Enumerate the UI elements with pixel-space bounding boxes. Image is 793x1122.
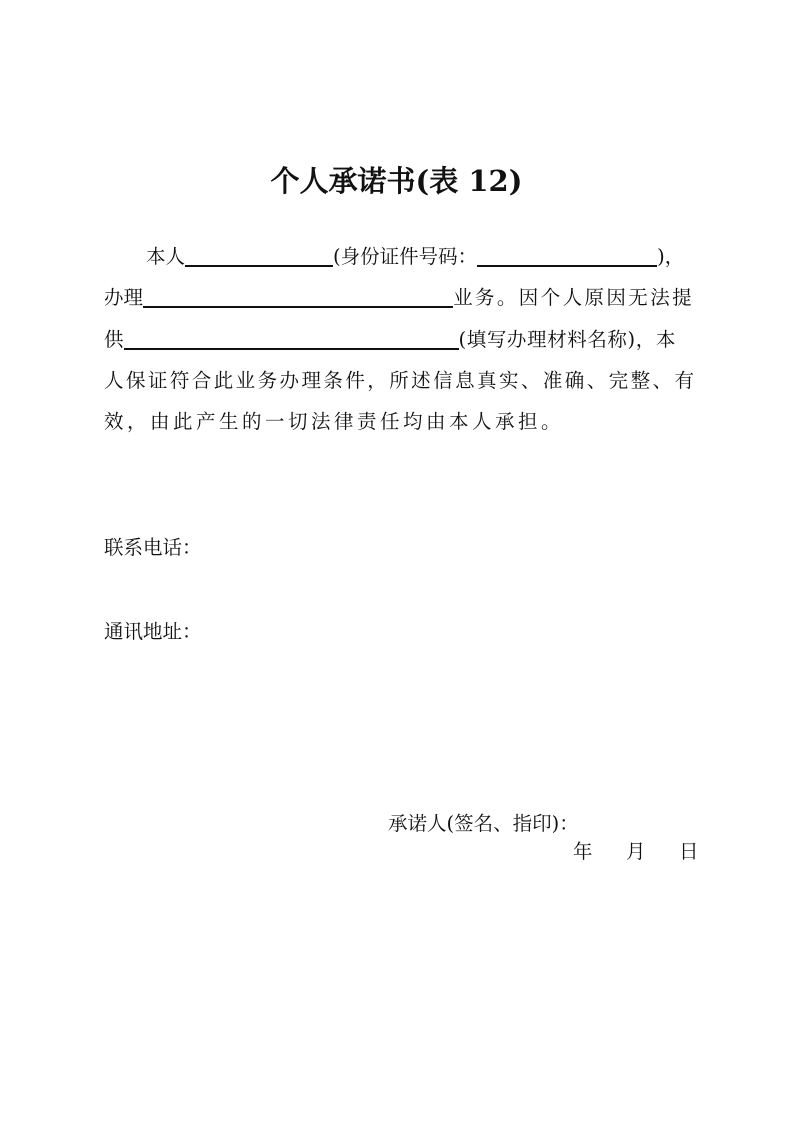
date-month: 月 bbox=[626, 840, 646, 863]
materials-blank[interactable] bbox=[124, 324, 459, 350]
line1-prefix: 本人 bbox=[146, 245, 186, 268]
line2-prefix: 办理 bbox=[104, 286, 144, 309]
body-line-2 bbox=[104, 281, 694, 315]
body-line-5 bbox=[104, 405, 694, 439]
name-blank[interactable] bbox=[185, 241, 333, 267]
phone-label: 联系电话： bbox=[104, 536, 202, 559]
date-year: 年 bbox=[573, 840, 593, 863]
line1-suffix: )， bbox=[657, 245, 685, 268]
line4-text: 人保证符合此业务办理条件，所述信息真实、准确、完整、有 bbox=[104, 369, 694, 392]
date-day: 日 bbox=[679, 840, 699, 863]
document-title: 个人承诺书(表 12) bbox=[270, 164, 523, 198]
business-blank[interactable] bbox=[143, 282, 453, 308]
address-label: 通讯地址： bbox=[104, 620, 202, 643]
line2-suffix: 业务。因个人原因无法提 bbox=[453, 286, 694, 309]
id-number-blank[interactable] bbox=[477, 241, 657, 267]
signature-label: 承诺人(签名、指印)： bbox=[388, 812, 579, 835]
line3-prefix: 供 bbox=[104, 328, 124, 351]
line1-middle: (身份证件号码： bbox=[333, 245, 478, 268]
body-line-1 bbox=[104, 240, 694, 274]
line3-suffix: (填写办理材料名称)，本 bbox=[458, 328, 676, 351]
body-line-4 bbox=[104, 364, 694, 398]
line5-text: 效，由此产生的一切法律责任均由本人承担。 bbox=[104, 410, 565, 433]
body-line-3 bbox=[104, 323, 694, 357]
